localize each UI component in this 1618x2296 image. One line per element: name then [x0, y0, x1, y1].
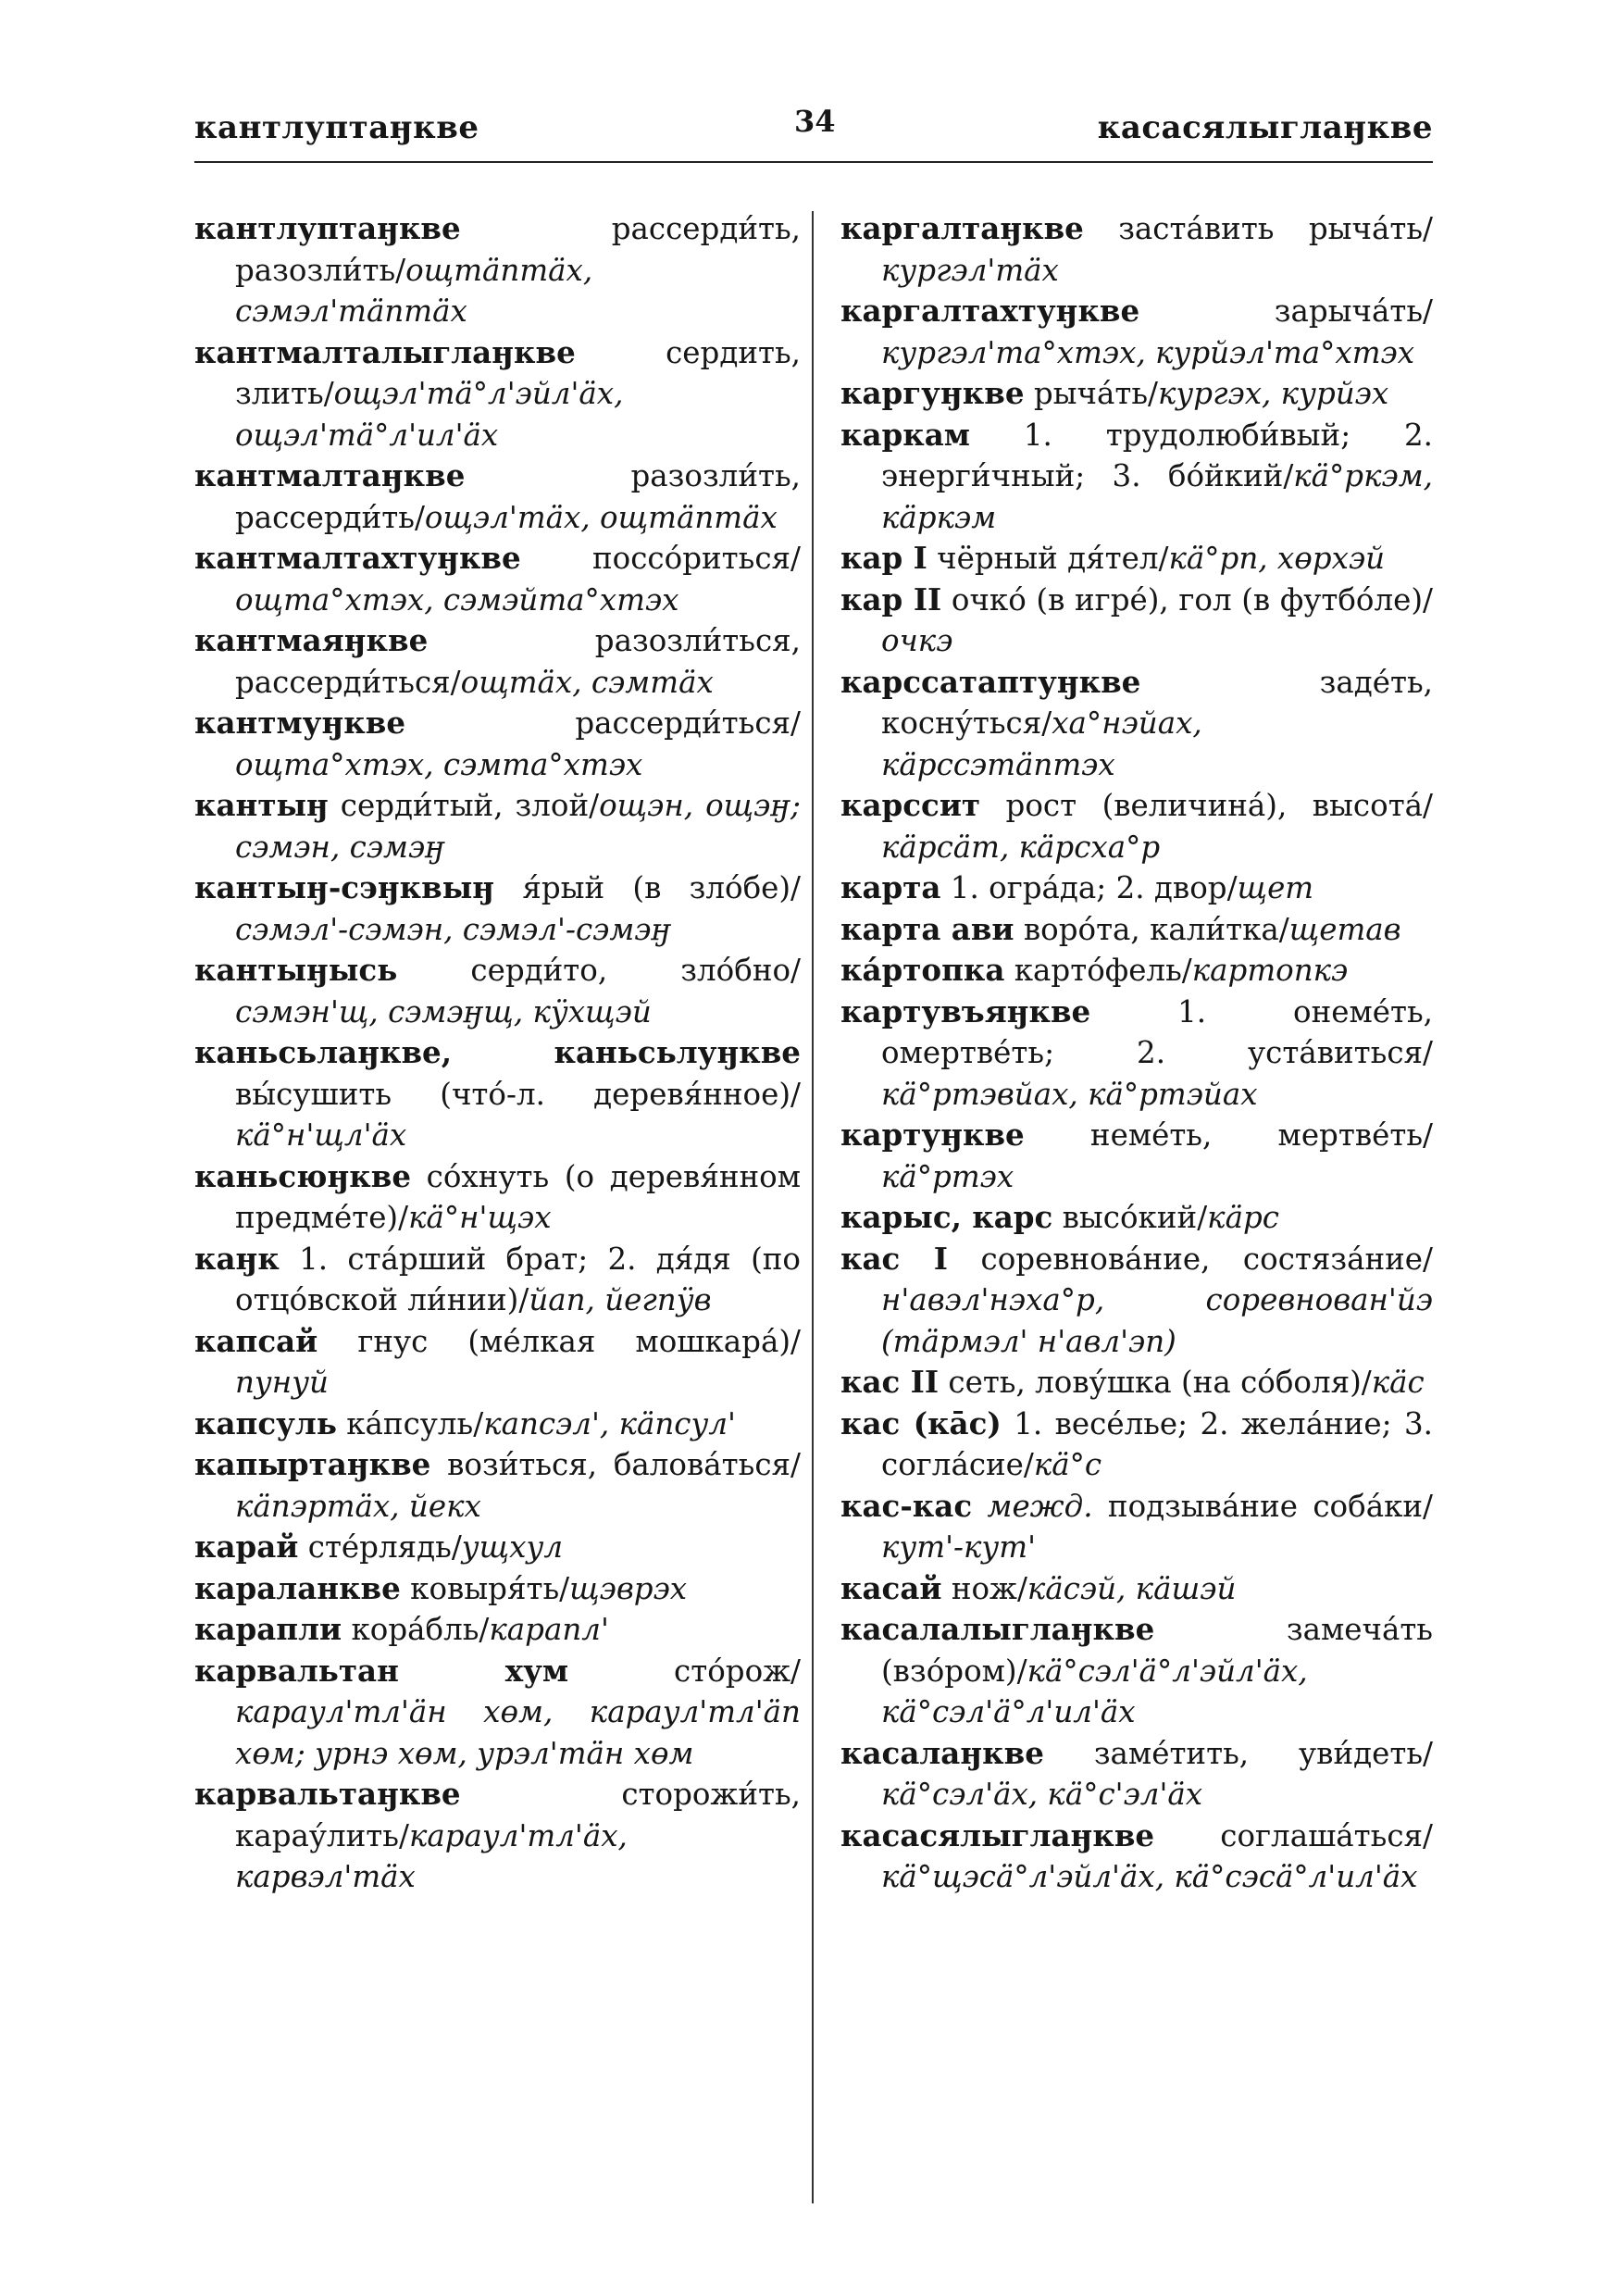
definition: сто́рож/ — [568, 1653, 801, 1689]
definition: кора́бль/ — [342, 1612, 490, 1647]
dictionary-entry — [840, 785, 1433, 867]
headword: каньсьлаӈкве, каньсьлуӈкве — [194, 1034, 801, 1070]
translation: капсэл', кäпсул' — [483, 1405, 736, 1441]
dictionary-entry — [194, 1032, 801, 1156]
grammar-label: межд. — [987, 1488, 1093, 1524]
running-head-right: касасялыглаӈкве — [1097, 109, 1433, 146]
dictionary-entry — [194, 1321, 801, 1404]
headword: капыртаӈкве — [194, 1446, 431, 1482]
headword: кантыӈ-сэӈквыӈ — [194, 869, 495, 905]
translation: кургэл'тäх — [881, 252, 1059, 288]
headword: кантмуӈкве — [194, 705, 406, 741]
translation: ощта°хтэх, сэмэйта°хтэх — [235, 581, 679, 618]
dictionary-entry — [840, 538, 1433, 580]
definition: серди́то, зло́бно/ — [397, 953, 801, 988]
dictionary-entry — [840, 909, 1433, 951]
headword: карссит — [840, 787, 981, 823]
headword: каргуӈкве — [840, 375, 1025, 411]
definition: замеча́ть (взо́ром)/ — [881, 1612, 1433, 1689]
definition: сердить, злить/ — [235, 334, 801, 411]
headword: каргалтаӈкве — [840, 210, 1084, 246]
definition: заде́ть, косну́ться/ — [881, 664, 1433, 741]
translation: ощтäх, сэмтäх — [460, 664, 714, 700]
headword: кантлуптаӈкве — [194, 210, 461, 246]
headword: карай — [194, 1529, 299, 1565]
dictionary-entry — [194, 1156, 801, 1239]
translation: сэмэн'щ, сэмэӈщ, кӱхщэй — [235, 993, 652, 1029]
translation: ха°нэйах, кäрссэтäптэх — [881, 705, 1202, 782]
definition: зарыча́ть/ — [1139, 293, 1433, 329]
headword: картувъяӈкве — [840, 992, 1091, 1029]
definition: ка́псуль/ — [336, 1405, 484, 1441]
dictionary-entry — [840, 1197, 1433, 1239]
translation: карапл' — [489, 1612, 609, 1647]
right-column — [840, 208, 1433, 1898]
translation: кäрсäт, кäрсха°р — [881, 829, 1161, 865]
definition: карто́фель/ — [1004, 953, 1192, 988]
definition: со́хнуть (о деревя́нном предме́те)/ — [235, 1158, 801, 1235]
dictionary-entry — [840, 373, 1433, 415]
headword: кас II — [840, 1364, 940, 1400]
translation: караул'тл'äн хөм, караул'тл'äп хөм; урнэ хөм, урэл'тäн хөм — [235, 1694, 801, 1771]
dictionary-entry — [840, 1362, 1433, 1404]
translation: кä°н'щл'äх — [235, 1117, 407, 1153]
definition: заста́вить рыча́ть/ — [1083, 211, 1433, 246]
definition: высо́кий/ — [1052, 1200, 1208, 1235]
headword: караланкве — [194, 1569, 401, 1606]
dictionary-entry — [840, 1486, 1433, 1568]
definition: 1. онеме́ть, омертве́ть; 2. уста́виться/ — [881, 993, 1433, 1070]
definition: неме́ть, мертве́ть/ — [1024, 1117, 1433, 1153]
dictionary-entry — [840, 992, 1433, 1116]
headword: кантмалталыглаӈкве — [194, 333, 576, 370]
dictionary-entry — [194, 703, 801, 785]
headword: каркам — [840, 416, 971, 453]
headword: картуӈкве — [840, 1117, 1025, 1153]
definition: вы́сушить (что́-л. деревя́нное)/ — [235, 1076, 801, 1112]
definition: рассерди́ться/ — [405, 705, 801, 741]
headword: кас-кас — [840, 1487, 973, 1524]
headword: карапли — [194, 1611, 342, 1647]
dictionary-entry — [840, 1568, 1433, 1610]
headword: карта ави — [840, 910, 1014, 947]
headword: кас (ка̄с) — [840, 1404, 1002, 1441]
translation: караул'тл'äх, карвэл'тäх — [235, 1817, 628, 1894]
headword: кар I — [840, 540, 927, 576]
definition: соревнова́ние, состяза́ние/ — [948, 1241, 1433, 1277]
headword: карвальтан хум — [194, 1652, 569, 1689]
definition: чёрный дя́тел/ — [927, 541, 1169, 576]
dictionary-entry — [194, 1404, 801, 1445]
translation: н'авэл'нэха°р, соревнован'йэ (тäрмэл' н'авл'эп) — [881, 1282, 1433, 1359]
dictionary-entry — [194, 1609, 801, 1651]
definition: поссо́риться/ — [520, 541, 801, 576]
dictionary-entry — [194, 1444, 801, 1527]
dictionary-entry — [194, 620, 801, 703]
translation: кäс — [1371, 1365, 1425, 1400]
headword: карссатаптуӈкве — [840, 663, 1141, 700]
dictionary-entry — [194, 950, 801, 1032]
translation: кä°ртэх — [881, 1158, 1014, 1194]
left-column — [194, 208, 801, 1898]
translation: ощэл'тä°л'эйл'äх, ощэл'тä°л'ил'äх — [235, 376, 624, 453]
definition: 1. весе́лье; 2. жела́ние; 3. согла́сие/ — [881, 1405, 1433, 1482]
dictionary-entry — [194, 867, 801, 950]
translation: щетав — [1288, 911, 1401, 947]
running-head-left: кантлуптаӈкве — [194, 109, 479, 146]
definition: очко́ (в игре́), гол (в футбо́ле)/ — [941, 581, 1433, 618]
definition: сеть, лову́шка (на со́боля)/ — [939, 1365, 1372, 1400]
definition: 1. огра́да; 2. двор/ — [940, 870, 1238, 905]
definition: ковыря́ть/ — [400, 1570, 570, 1606]
dictionary-entry — [194, 1651, 801, 1775]
translation: кäсэй, кäшэй — [1027, 1570, 1237, 1606]
translation: кä°сэл'ä°л'эйл'äх, кä°сэл'ä°л'ил'äх — [881, 1653, 1308, 1729]
dictionary-entry — [840, 1115, 1433, 1197]
dictionary-entry — [194, 1527, 801, 1568]
headword: касасялыглаӈкве — [840, 1816, 1155, 1853]
translation: кä°рп, хөрхэй — [1168, 541, 1386, 576]
headword: каргалтахтуӈкве — [840, 293, 1140, 329]
headword: карта — [840, 869, 941, 905]
dictionary-entry — [194, 785, 801, 867]
translation: кургэл'та°хтэх, курйэл'та°хтэх — [881, 334, 1415, 370]
headword: карыс, карс — [840, 1199, 1053, 1235]
header-rule — [194, 161, 1433, 163]
translation: сэмэл'-сэмэн, сэмэл'-сэмэӈ — [235, 911, 672, 947]
translation: кä°ркэм, кäркэм — [881, 458, 1433, 535]
definition: разозли́ться, рассерди́ться/ — [235, 623, 801, 700]
dictionary-entry — [840, 950, 1433, 992]
headword: кар II — [840, 580, 942, 618]
dictionary-entry — [840, 1816, 1433, 1898]
definition: 1. трудолюби́вый; 2. энерги́чный; 3. бо́йкий/ — [881, 417, 1433, 493]
translation: щэврэх — [569, 1570, 688, 1606]
definition: подзыва́ние соба́ки/ — [1092, 1488, 1433, 1524]
headword: капсай — [194, 1322, 318, 1359]
definition: рыча́ть/ — [1024, 376, 1158, 411]
definition: сторожи́ть, карау́лить/ — [235, 1777, 801, 1853]
translation: картопкэ — [1191, 953, 1349, 988]
dictionary-entry — [840, 1239, 1433, 1363]
translation: ощтäптäх, сэмэл'тäптäх — [235, 252, 593, 329]
dictionary-entry — [840, 291, 1433, 373]
definition: гнус (ме́лкая мошкара́)/ — [317, 1323, 801, 1359]
headword: касай — [840, 1569, 942, 1606]
headword: кантмалтаӈкве — [194, 457, 466, 493]
translation: щет — [1237, 870, 1314, 905]
definition: воро́та, кали́тка/ — [1014, 911, 1289, 947]
definition: соглаша́ться/ — [1154, 1817, 1433, 1853]
dictionary-entry — [840, 1404, 1433, 1486]
definition: сте́рлядь/ — [298, 1529, 462, 1565]
translation: кут'-кут' — [881, 1529, 1037, 1565]
definition: заме́тить, уви́деть/ — [1043, 1735, 1433, 1771]
translation: ущхул — [461, 1529, 564, 1565]
headword: ка́ртопка — [840, 952, 1005, 988]
definition: 1. ста́рший брат; 2. дя́дя (по отцо́вской ли́нии)/ — [235, 1241, 801, 1317]
definition: я́рый (в зло́бе)/ — [494, 870, 801, 905]
definition: разозли́ть, рассерди́ть/ — [235, 458, 801, 535]
dictionary-entry — [194, 332, 801, 456]
headword: касалаӈкве — [840, 1734, 1044, 1771]
translation: ощта°хтэх, сэмта°хтэх — [235, 746, 643, 782]
headword: кантыӈ — [194, 787, 329, 823]
translation: ощэн, ощэӈ; сэмэн, сэмэӈ — [235, 788, 801, 865]
dictionary-entry — [840, 580, 1433, 662]
headword: карвальтаӈкве — [194, 1776, 461, 1812]
translation: кä°щэсä°л'эйл'äх, кä°сэсä°л'ил'äх — [881, 1859, 1418, 1894]
headword: кантмалтахтуӈкве — [194, 540, 521, 576]
dictionary-entry — [840, 415, 1433, 539]
definition: вози́ться, балова́ться/ — [430, 1447, 801, 1482]
dictionary-entry — [840, 1609, 1433, 1733]
headword: каньсюӈкве — [194, 1157, 412, 1194]
dictionary-entry — [840, 867, 1433, 909]
dictionary-entry — [840, 208, 1433, 291]
headword: кас I — [840, 1240, 949, 1277]
translation: кäпэртäх, йекх — [235, 1488, 481, 1524]
translation: кä°ртэвйах, кä°ртэйах — [881, 1076, 1258, 1112]
page-number: 34 — [794, 104, 836, 139]
headword: капсуль — [194, 1404, 337, 1441]
translation: йап, йегпӱв — [529, 1282, 712, 1317]
headword: кантмаяӈкве — [194, 622, 429, 658]
dictionary-entry — [194, 208, 801, 332]
translation: кäрс — [1207, 1200, 1279, 1235]
dictionary-entry — [194, 1568, 801, 1610]
definition — [972, 1489, 987, 1524]
dictionary-entry — [194, 1774, 801, 1898]
translation: кä°н'щэх — [408, 1200, 552, 1235]
dictionary-entry — [840, 1733, 1433, 1816]
headword: каӈк — [194, 1240, 280, 1277]
translation: кургэх, курйэх — [1158, 376, 1389, 411]
dictionary-entry — [194, 538, 801, 620]
translation: кä°сэл'äх, кä°с'эл'äх — [881, 1777, 1203, 1812]
translation: кä°с — [1033, 1447, 1102, 1482]
definition: нож/ — [941, 1570, 1027, 1606]
definition: серди́тый, злой/ — [328, 788, 600, 823]
headword: кантыӈысь — [194, 952, 398, 988]
dictionary-entry — [194, 455, 801, 538]
translation: пунуй — [235, 1365, 329, 1400]
definition: рассерди́ть, разозли́ть/ — [235, 211, 801, 288]
dictionary-entry — [840, 662, 1433, 786]
translation: очкэ — [881, 623, 953, 658]
column-divider — [812, 211, 814, 2203]
translation: ощэл'тäх, ощтäптäх — [424, 499, 778, 535]
dictionary-entry — [194, 1239, 801, 1321]
headword: касалалыглаӈкве — [840, 1611, 1155, 1647]
definition: рост (величина́), высота́/ — [980, 788, 1433, 823]
